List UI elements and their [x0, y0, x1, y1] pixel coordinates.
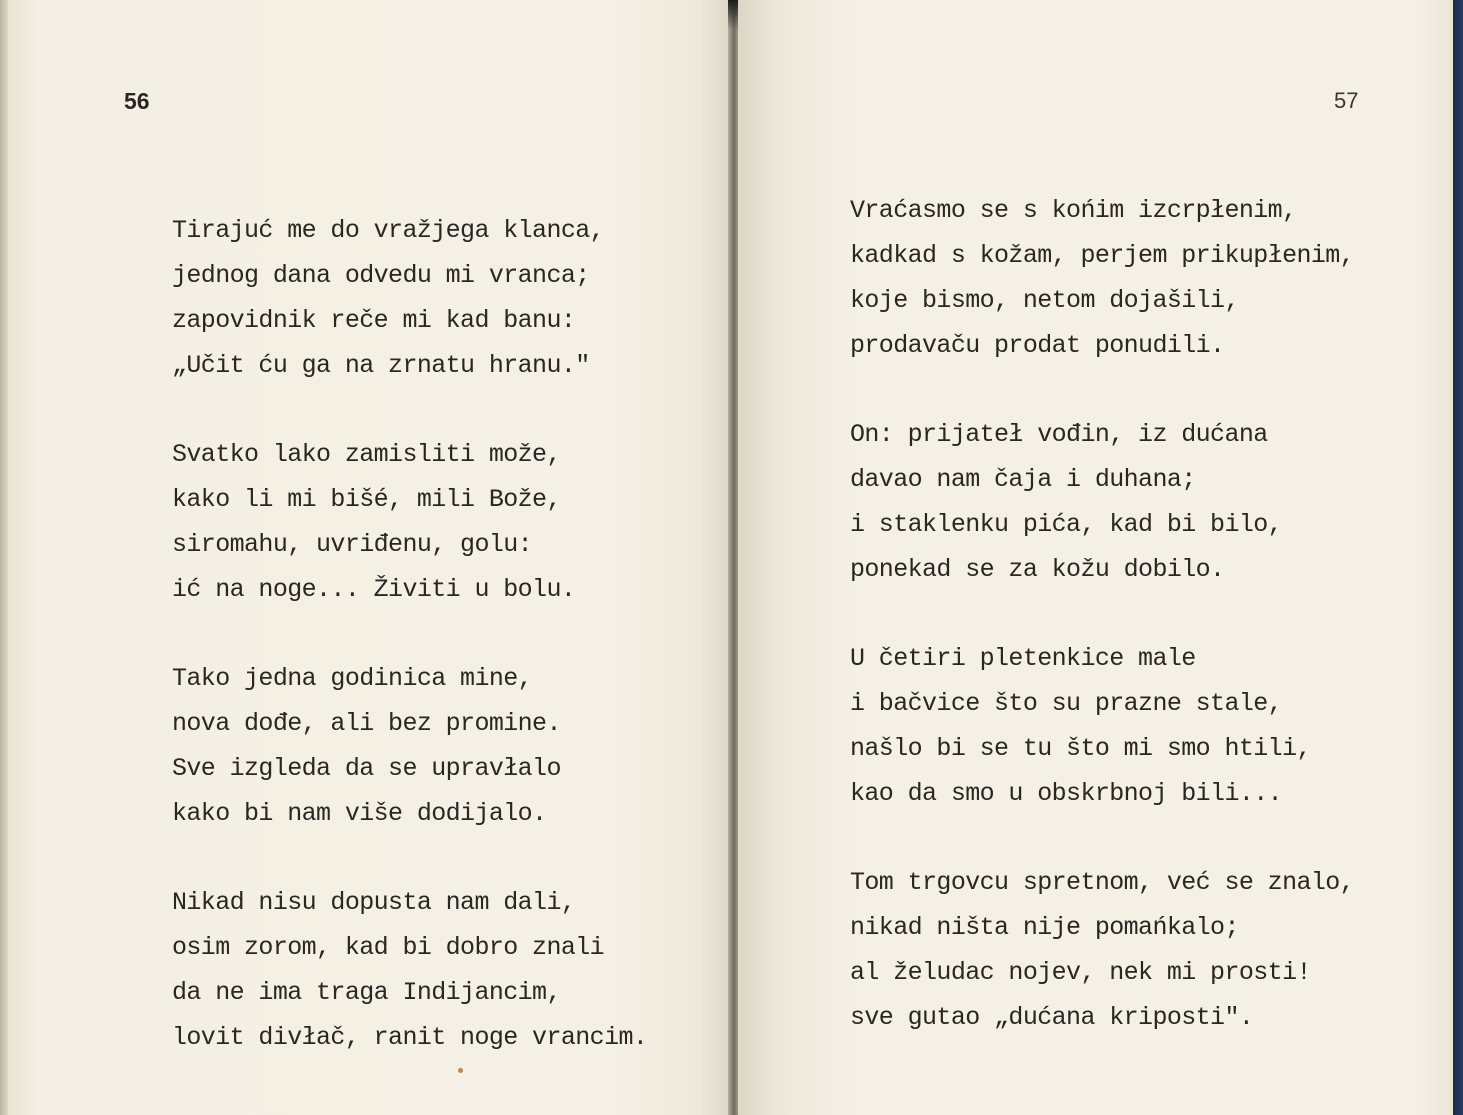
poem-line: kako bi nam više dodijalo.	[172, 799, 547, 828]
poem-line: nikad ništa nije pomańkalo;	[850, 913, 1239, 942]
stanza	[850, 860, 1354, 1040]
left-page-number: 56	[124, 88, 150, 114]
stanza	[850, 412, 1354, 592]
poem-line: osim zorom, kad bi dobro znali	[172, 933, 605, 962]
poem-line: koje bismo, netom dojašili,	[850, 286, 1239, 315]
right-page-number: 57	[1334, 88, 1359, 113]
poem-line: ić na noge... Živiti u bolu.	[172, 575, 576, 604]
poem-line: nova dođe, ali bez promine.	[172, 709, 561, 738]
book-edge-left	[0, 0, 8, 1115]
poem-line: „Učit ću ga na zrnatu hranu."	[172, 351, 590, 380]
poem-line: jednog dana odvedu mi vranca;	[172, 261, 590, 290]
poem-line: On: prijateł vođin, iz dućana	[850, 420, 1268, 449]
poem-line: ponekad se za kožu dobilo.	[850, 555, 1225, 584]
left-page	[8, 0, 730, 1115]
poem-line: i staklenku pića, kad bi bilo,	[850, 510, 1283, 539]
poem-line: kako li mi bišé, mili Bože,	[172, 485, 561, 514]
stanza	[850, 188, 1354, 368]
poem-line: da ne ima traga Indijancim,	[172, 978, 561, 1007]
book-cover-edge	[1453, 0, 1463, 1115]
poem-line: Nikad nisu dopusta nam dali,	[172, 888, 576, 917]
stanza	[850, 636, 1354, 816]
right-page	[738, 0, 1453, 1115]
poem-line: Tako jedna godinica mine,	[172, 664, 533, 693]
poem-line: Sve izgleda da se upravłalo	[172, 754, 561, 783]
poem-line: kao da smo u obskrbnoj bili...	[850, 779, 1283, 808]
left-poem	[172, 208, 647, 1104]
poem-line: Svatko lako zamisliti može,	[172, 440, 561, 469]
poem-line: Tom trgovcu spretnom, već se znalo,	[850, 868, 1355, 897]
stanza	[172, 432, 647, 612]
poem-line: U četiri pletenkice male	[850, 644, 1196, 673]
poem-line: al želudac nojev, nek mi prosti!	[850, 958, 1311, 987]
right-poem	[850, 188, 1354, 1084]
stanza	[172, 208, 647, 388]
poem-line: Vraćasmo se s końim izcrpłenim,	[850, 196, 1297, 225]
poem-line: i bačvice što su prazne stale,	[850, 689, 1283, 718]
poem-line: prodavaču prodat ponudili.	[850, 331, 1225, 360]
poem-line: siromahu, uvriđenu, golu:	[172, 530, 533, 559]
poem-line: lovit divłač, ranit noge vrancim.	[172, 1023, 648, 1052]
poem-line: davao nam čaja i duhana;	[850, 465, 1196, 494]
stanza	[172, 656, 647, 836]
poem-line: zapovidnik reče mi kad banu:	[172, 306, 576, 335]
poem-line: našlo bi se tu što mi smo htili,	[850, 734, 1311, 763]
poem-line: Tirajuć me do vražjega klanca,	[172, 216, 605, 245]
poem-line: sve gutao „dućana kriposti".	[850, 1003, 1254, 1032]
poem-line: kadkad s kožam, perjem prikupłenim,	[850, 241, 1355, 270]
stanza	[172, 880, 647, 1060]
ink-speck	[458, 1068, 463, 1073]
